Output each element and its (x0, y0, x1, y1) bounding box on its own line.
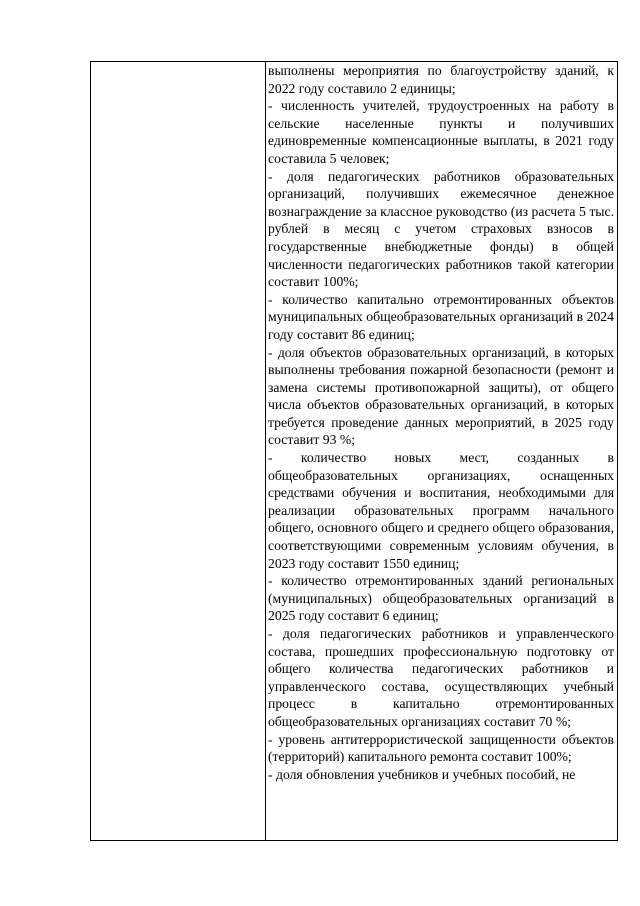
paragraph-2: - численность учителей, трудоустроенных на работу в сельские населенные пункты и получивших единовременные компенсационные выплаты, в 2021 году составила 5 человек; (268, 98, 614, 166)
paragraph-1: выполнены мероприятия по благоустройству зданий, к 2022 году составило 2 единицы; (268, 63, 614, 96)
paragraph-5: - доля объектов образовательных организаций, в которых выполнены требования пожарной безопасности (ремонт и замена системы противопожарной защиты), от общего числа объектов образовательных организаций, в которых требуется проведение данных мероприятий, в 2025 году составит 93 %; (268, 344, 614, 448)
document-table (90, 61, 618, 841)
paragraph-10: - доля обновления учебников и учебных пособий, не (268, 766, 576, 782)
paragraph-6: - количество новых мест, созданных в общеобразовательных организациях, оснащенных средствами обучения и воспитания, необходимыми для реализации образовательных программ начального общего, основного общего и среднего общего образования, соответствующими современным условиям обучения, в 2023 году составит 1550 единиц; (268, 450, 614, 571)
column-divider (265, 62, 266, 840)
table-right-cell (268, 62, 614, 840)
table-left-cell (91, 62, 265, 840)
paragraph-4: - количество капитально отремонтированных объектов муниципальных общеобразовательных организаций в 2024 году составит 86 единиц; (268, 291, 614, 342)
paragraph-9: - уровень антитеррористической защищенности объектов (территорий) капитального ремонта составит 100%; (268, 731, 614, 765)
paragraph-3: - доля педагогических работников образовательных организаций, получивших ежемесячное денежное вознаграждение за классное руководство (из расчета 5 тыс. рублей в месяц с учетом страховых взносов в государственные внебюджетные фонды) в общей численности педагогических работников такой категории составит 100%; (268, 168, 614, 290)
paragraph-7: - количество отремонтированных зданий региональных (муниципальных) общеобразовательных организаций в 2025 году составит 6 единиц; (268, 573, 614, 624)
paragraph-8: - доля педагогических работников и управленческого состава, прошедших профессиональную подготовку от общего количества педагогических работников и управленческого состава, осуществляющих учебный процесс в капитально отремонтированных общеобразовательных организациях составит 70 %; (268, 626, 614, 729)
